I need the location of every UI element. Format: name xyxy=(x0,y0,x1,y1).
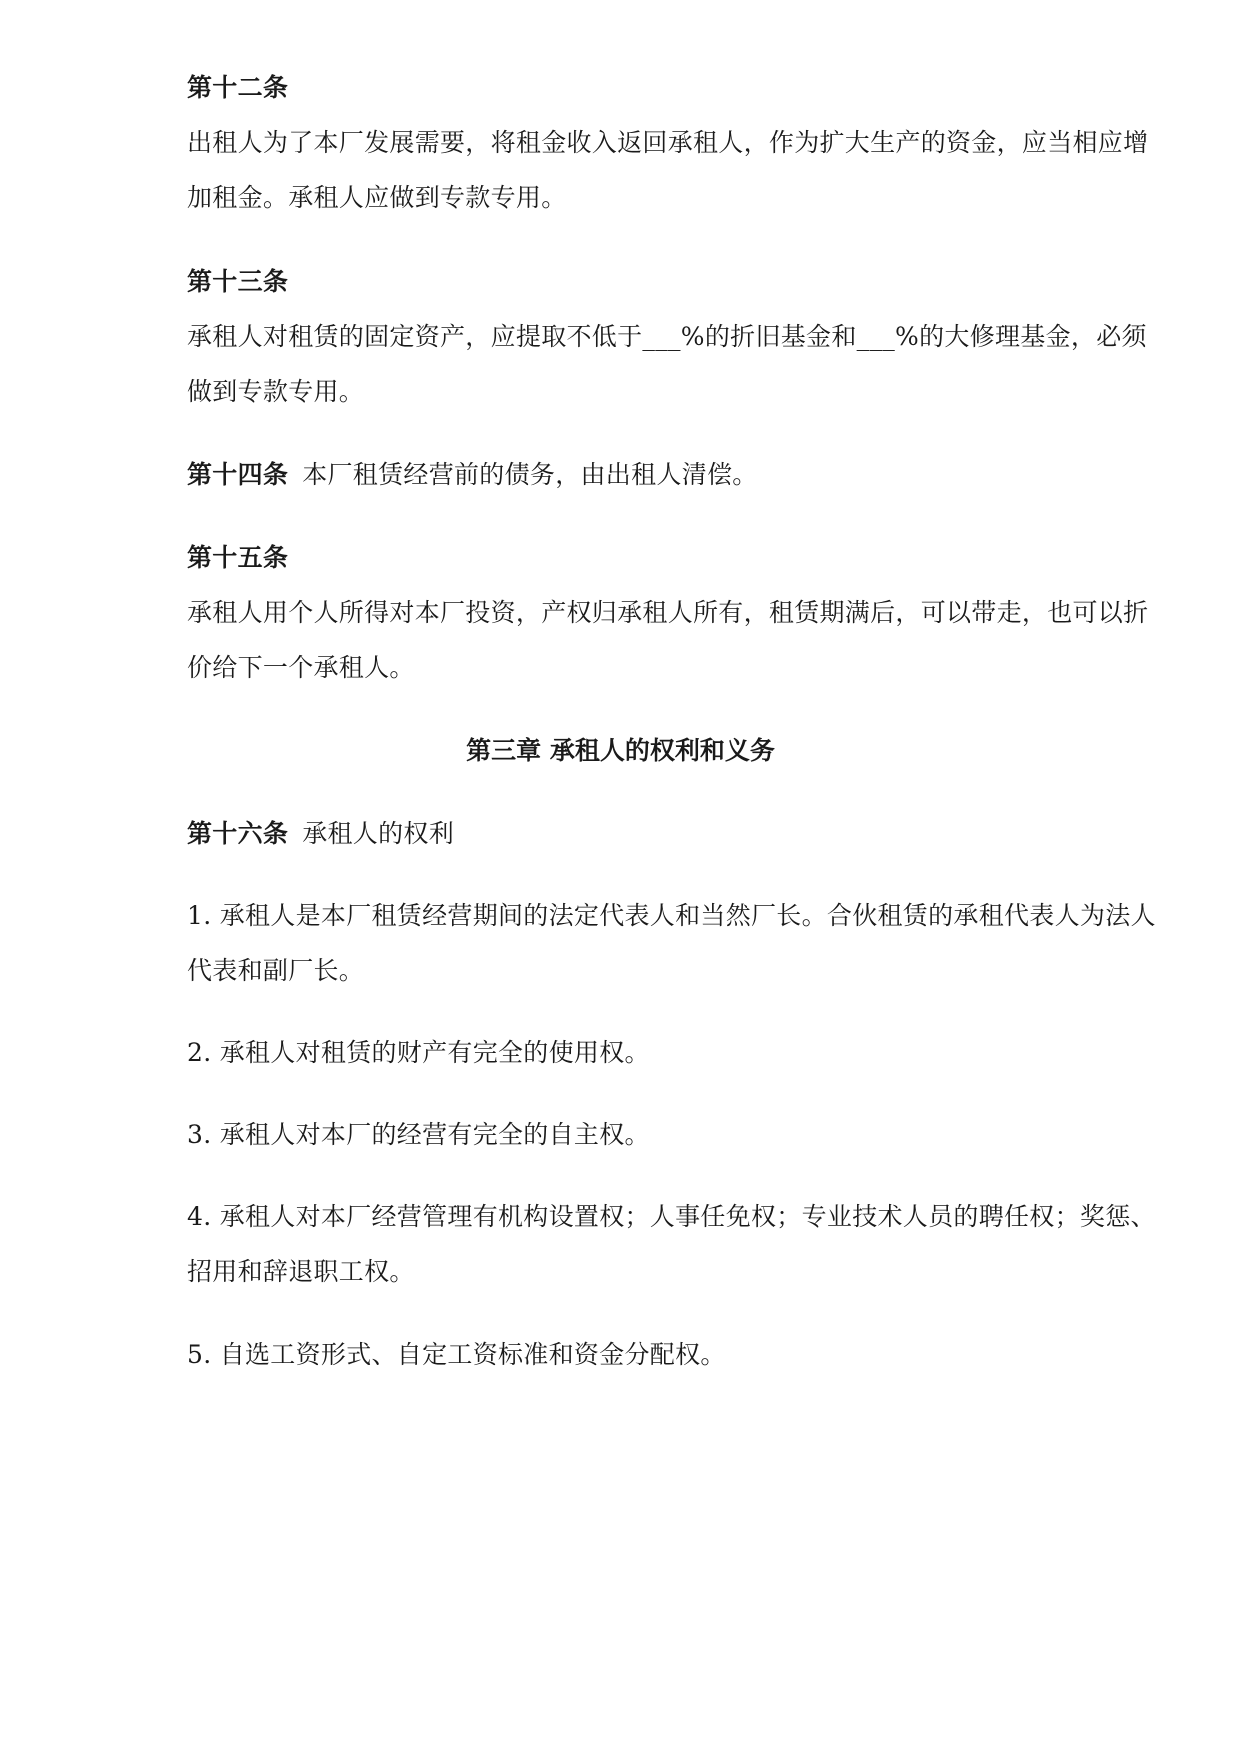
article-15-text-line-1: 承租人用个人所得对本厂投资，产权归承租人所有，租赁期满后，可以带走，也可以折 xyxy=(187,598,1149,627)
chapter-3-heading: 第三章 承租人的权利和义务 xyxy=(466,736,775,765)
article-13-text-line-1: 承租人对租赁的固定资产，应提取不低于___%的折旧基金和___%的大修理基金，必须 xyxy=(187,322,1147,351)
article-16-title: 第十六条 xyxy=(187,819,289,848)
article-15-text-line-2: 价给下一个承租人。 xyxy=(187,653,415,682)
article-13-title: 第十三条 xyxy=(187,267,289,296)
article-12-text-line-2: 加租金。承租人应做到专款专用。 xyxy=(187,183,567,212)
article-16-subtitle: 承租人的权利 xyxy=(302,819,455,848)
article-16-paragraph xyxy=(187,816,1137,852)
list-item-4-line-1: 4. 承租人对本厂经营管理有机构设置权；人事任免权；专业技术人员的聘任权；奖惩、 xyxy=(187,1202,1156,1231)
list-item-1-line-2: 代表和副厂长。 xyxy=(187,956,365,985)
article-14-title: 第十四条 xyxy=(187,460,289,489)
list-item-2: 2. 承租人对租赁的财产有完全的使用权。 xyxy=(187,1038,650,1067)
article-12-title: 第十二条 xyxy=(187,73,289,102)
article-14-text: 本厂租赁经营前的债务，由出租人清偿。 xyxy=(302,460,758,489)
list-item-1-line-1: 1. 承租人是本厂租赁经营期间的法定代表人和当然厂长。合伙租赁的承租代表人为法人 xyxy=(187,901,1156,930)
list-item-4-line-2: 招用和辞退职工权。 xyxy=(187,1257,415,1286)
list-item-3: 3. 承租人对本厂的经营有完全的自主权。 xyxy=(187,1120,650,1149)
article-14-paragraph xyxy=(187,457,1137,493)
article-15-title: 第十五条 xyxy=(187,543,289,572)
article-13-text-line-2: 做到专款专用。 xyxy=(187,377,365,406)
article-12-text-line-1: 出租人为了本厂发展需要，将租金收入返回承租人，作为扩大生产的资金，应当相应增 xyxy=(187,128,1149,157)
list-item-5: 5. 自选工资形式、自定工资标准和资金分配权。 xyxy=(187,1340,726,1369)
